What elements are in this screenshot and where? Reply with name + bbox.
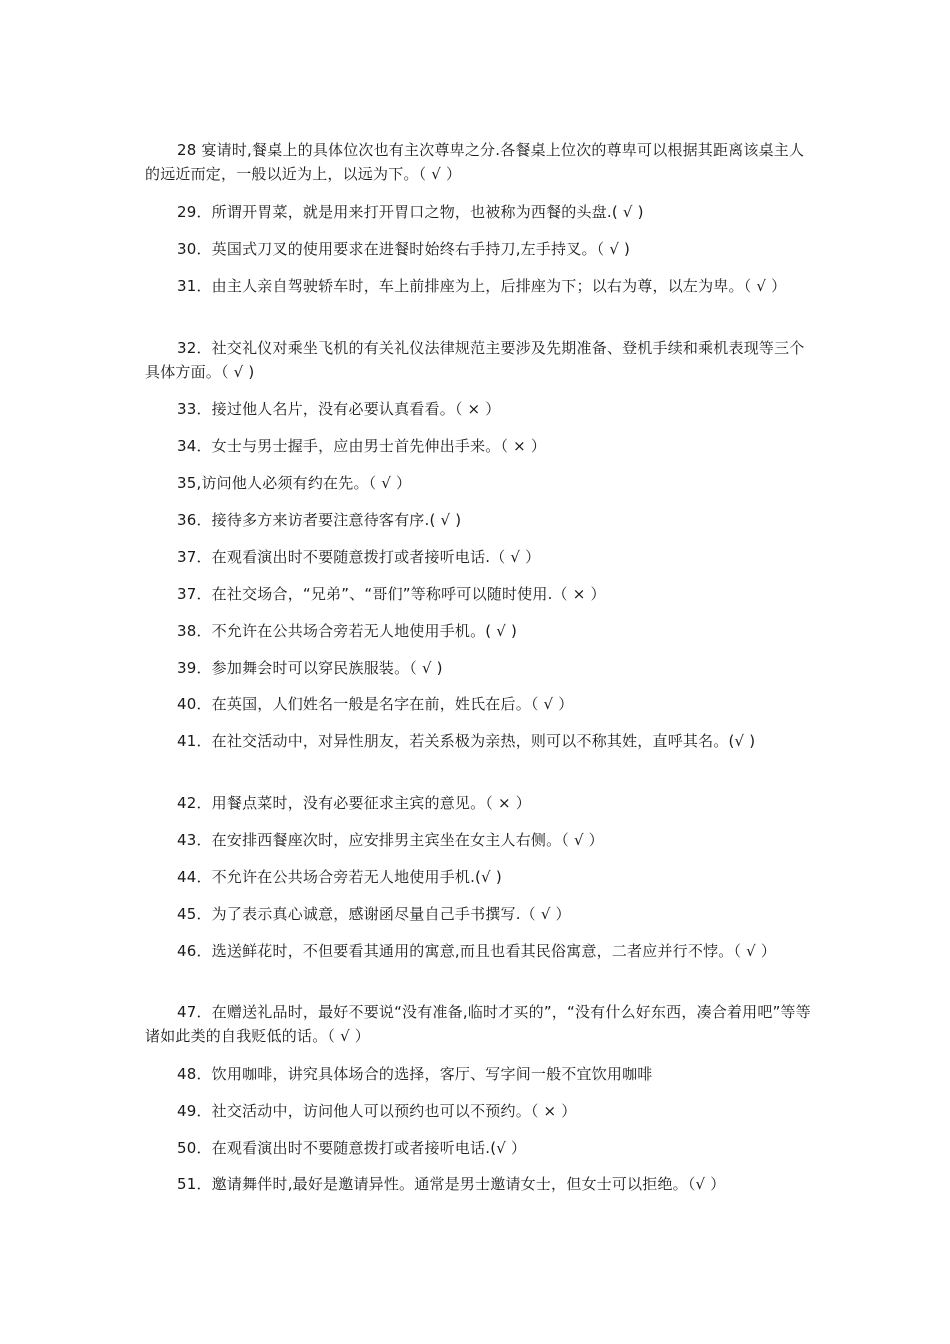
question-38: 38．不允许在公共场合旁若无人地使用手机。( √ ): [177, 622, 518, 640]
question-47: 47．在赠送礼品时，最好不要说“没有准备,临时才买的”，“没有什么好东西，凑合着用吧”等等诸如此类的自我贬低的话。（ √ ）: [145, 1003, 811, 1045]
question-28: 28 宴请时,餐桌上的具体位次也有主次尊卑之分.各餐桌上位次的尊卑可以根据其距离该桌主人的远近而定，一般以近为上，以远为下。（ √ ）: [145, 141, 805, 183]
question-37b: 37．在社交场合，“兄弟”、“哥们”等称呼可以随时使用.（ × ）: [177, 585, 606, 603]
question-30: 30．英国式刀叉的使用要求在进餐时始终右手持刀,左手持叉。（ √ ): [177, 240, 631, 258]
question-44: 44．不允许在公共场合旁若无人地使用手机.(√ ): [177, 868, 502, 886]
question-39: 39．参加舞会时可以穿民族服装。（ √ ): [177, 659, 443, 677]
question-50: 50．在观看演出时不要随意拨打或者接听电话.(√ ）: [177, 1139, 527, 1157]
question-29: 29．所谓开胃菜，就是用来打开胃口之物，也被称为西餐的头盘.( √ ): [177, 203, 644, 221]
question-49: 49．社交活动中，访问他人可以预约也可以不预约。（ × ）: [177, 1102, 577, 1120]
question-31: 31．由主人亲自驾驶轿车时，车上前排座为上，后排座为下；以右为尊，以左为卑。（ √ ）: [177, 277, 787, 295]
question-48: 48．饮用咖啡，讲究具体场合的选择，客厅、写字间一般不宜饮用咖啡: [177, 1065, 653, 1083]
question-33: 33．接过他人名片，没有必要认真看看。（ × ）: [177, 400, 501, 418]
question-34: 34．女士与男士握手，应由男士首先伸出手来。（ × ）: [177, 437, 547, 455]
question-46: 46．选送鲜花时，不但要看其通用的寓意,而且也看其民俗寓意，二者应并行不悖。（ √ ）: [177, 942, 777, 960]
question-43: 43．在安排西餐座次时，应安排男主宾坐在女主人右侧。（ √ ）: [177, 831, 604, 849]
question-51: 51．邀请舞伴时,最好是邀请异性。通常是男士邀请女士，但女士可以拒绝。（√ ）: [177, 1175, 726, 1193]
question-37a: 37．在观看演出时不要随意拨打或者接听电话.（ √ ）: [177, 548, 541, 566]
question-41: 41．在社交活动中，对异性朋友，若关系极为亲热，则可以不称其姓，直呼其名。(√ ): [177, 732, 756, 750]
question-45: 45．为了表示真心诚意，感谢函尽量自己手书撰写.（ √ ）: [177, 905, 571, 923]
question-32: 32．社交礼仪对乘坐飞机的有关礼仪法律规范主要涉及先期准备、登机手续和乘机表现等三个具体方面。（ √ ): [145, 339, 805, 381]
question-40: 40．在英国，人们姓名一般是名字在前，姓氏在后。（ √ ）: [177, 695, 574, 713]
question-36: 36．接待多方来访者要注意待客有序.( √ ): [177, 511, 462, 529]
question-35: 35,访问他人必须有约在先。（ √ ）: [177, 474, 412, 492]
question-42: 42．用餐点菜时，没有必要征求主宾的意见。（ × ）: [177, 794, 531, 812]
